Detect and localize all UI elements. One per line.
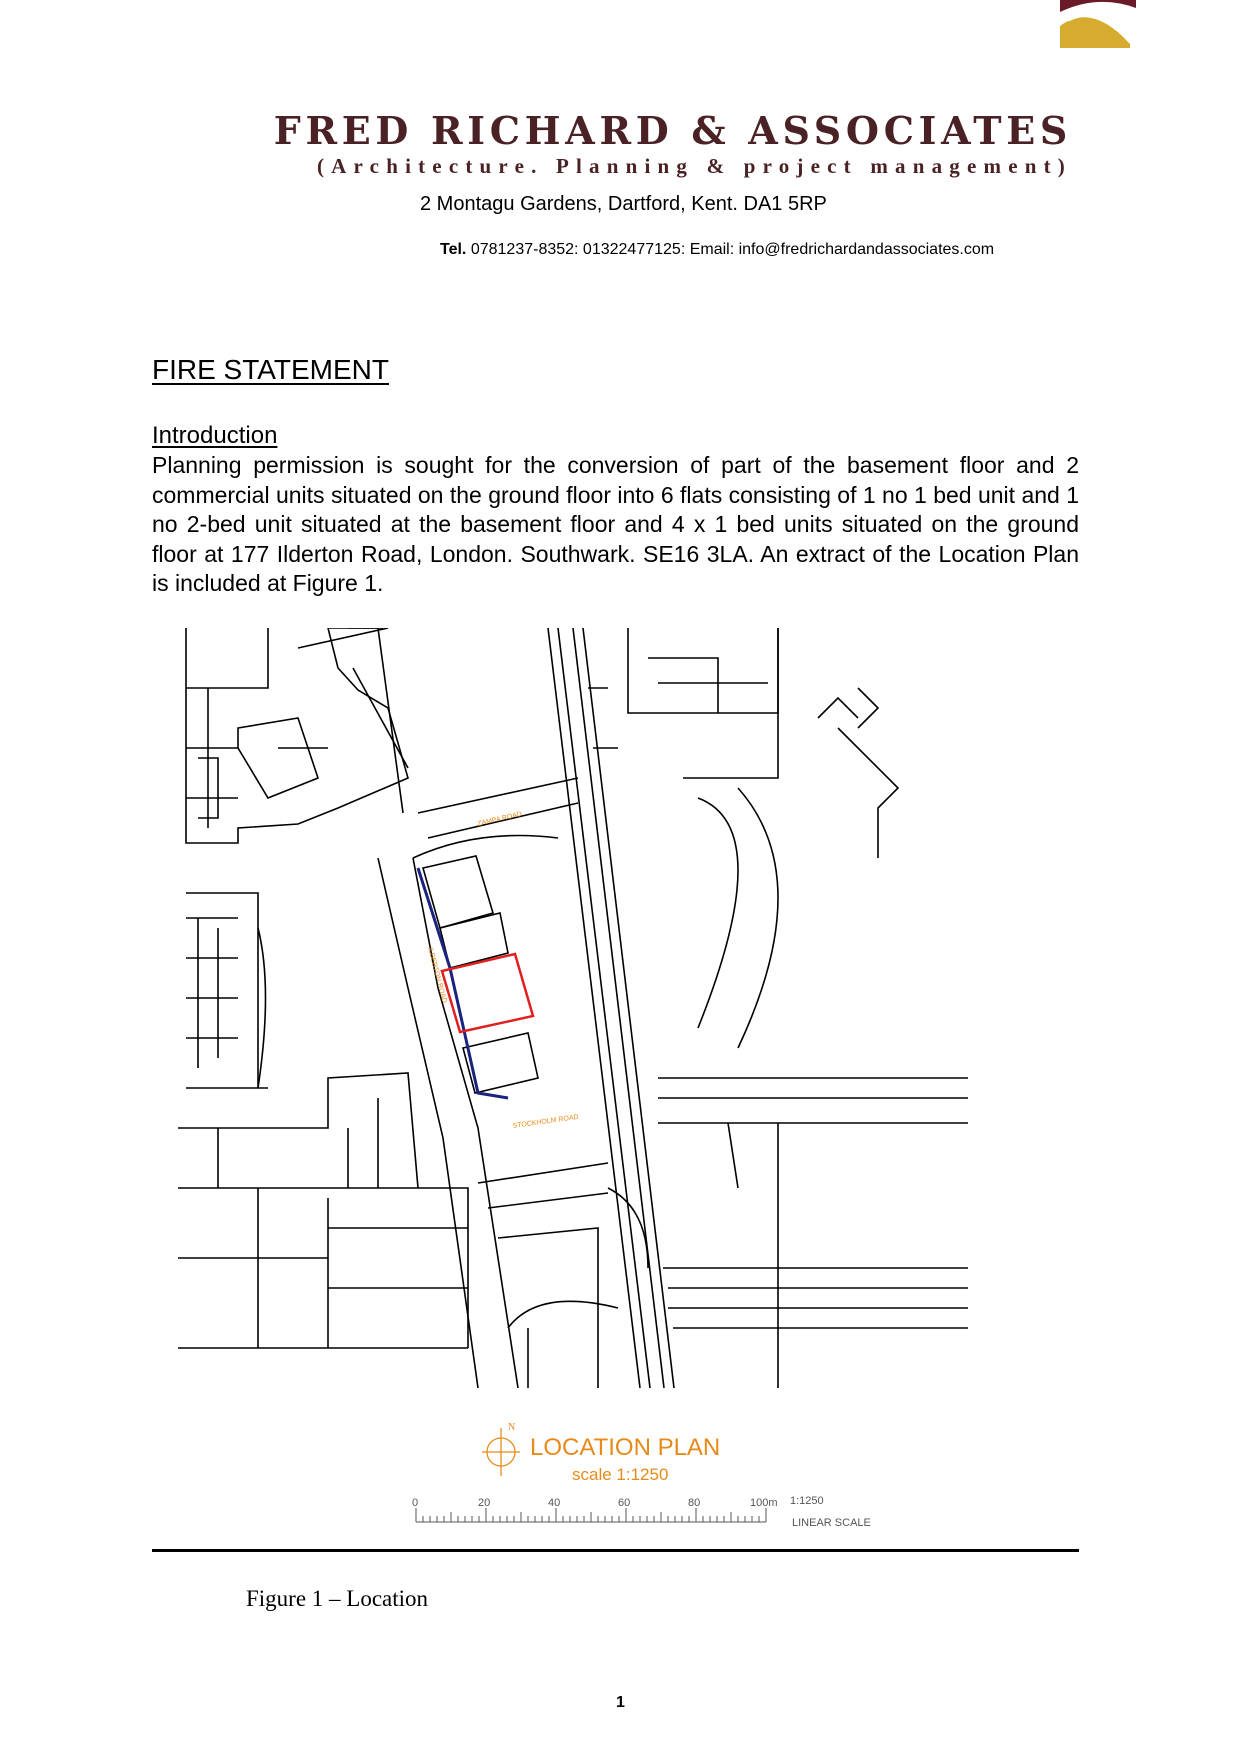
road-label-stockholm: STOCKHOLM ROAD bbox=[512, 1113, 580, 1130]
plan-title: LOCATION PLAN bbox=[530, 1434, 721, 1461]
linear-scale bbox=[416, 1508, 766, 1522]
firm-name: FRED RICHARD & ASSOCIATES bbox=[273, 108, 1072, 153]
scale-tick-20: 20 bbox=[478, 1497, 491, 1509]
horizontal-rule bbox=[152, 1549, 1079, 1552]
scale-tick-80: 80 bbox=[688, 1497, 701, 1509]
figure-caption: Figure 1 – Location bbox=[246, 1586, 429, 1611]
logo-maroon-arc bbox=[1060, 0, 1136, 12]
firm-contact bbox=[440, 241, 994, 259]
firm-address: 2 Montagu Gardens, Dartford, Kent. DA1 5RP bbox=[420, 193, 827, 215]
scale-ratio: 1:1250 bbox=[790, 1495, 824, 1507]
scale-tick-40: 40 bbox=[548, 1497, 561, 1509]
contact-details: 0781237-8352: 01322477125: Email: info@fredrichardandassociates.com bbox=[470, 241, 995, 258]
scale-tick-0: 0 bbox=[412, 1497, 419, 1509]
firm-logo bbox=[1058, 0, 1138, 48]
north-arrow-icon bbox=[482, 1428, 520, 1476]
intro-paragraph: Planning permission is sought for the conversion of part of the basement floor and 2 commercial units situated on the ground floor into 6 flats consisting of 1 no 1 bed unit and 1 no 2-bed unit situated at the basement floor and 4 x 1 bed units situated on the ground floor at 177 Ilderton Road, London. Southwark. SE16 3LA. An extract of the Location Plan is included at Figure 1. bbox=[152, 452, 1079, 596]
page-number: 1 bbox=[616, 1694, 625, 1711]
logo-gold-arc bbox=[1060, 17, 1130, 48]
road-label-ilderton: ILDERTON ROAD bbox=[426, 946, 448, 1004]
location-plan-map bbox=[178, 628, 968, 1388]
firm-tagline: (Architecture. Planning & project management) bbox=[316, 154, 1072, 178]
tel-label: Tel. bbox=[440, 241, 467, 258]
scale-tick-100: 100m bbox=[750, 1497, 778, 1509]
plan-legend bbox=[0, 1390, 1241, 1540]
document-title: FIRE STATEMENT bbox=[152, 354, 389, 385]
section-heading: Introduction bbox=[152, 422, 278, 449]
north-label: N bbox=[508, 1422, 516, 1433]
map-linework bbox=[178, 628, 968, 1388]
plan-scale: scale 1:1250 bbox=[572, 1465, 669, 1484]
owned-land-boundary bbox=[418, 868, 508, 1098]
scale-name: LINEAR SCALE bbox=[792, 1517, 871, 1529]
scale-tick-60: 60 bbox=[618, 1497, 631, 1509]
road-label-zampa: ZAMPA ROAD bbox=[476, 810, 523, 828]
